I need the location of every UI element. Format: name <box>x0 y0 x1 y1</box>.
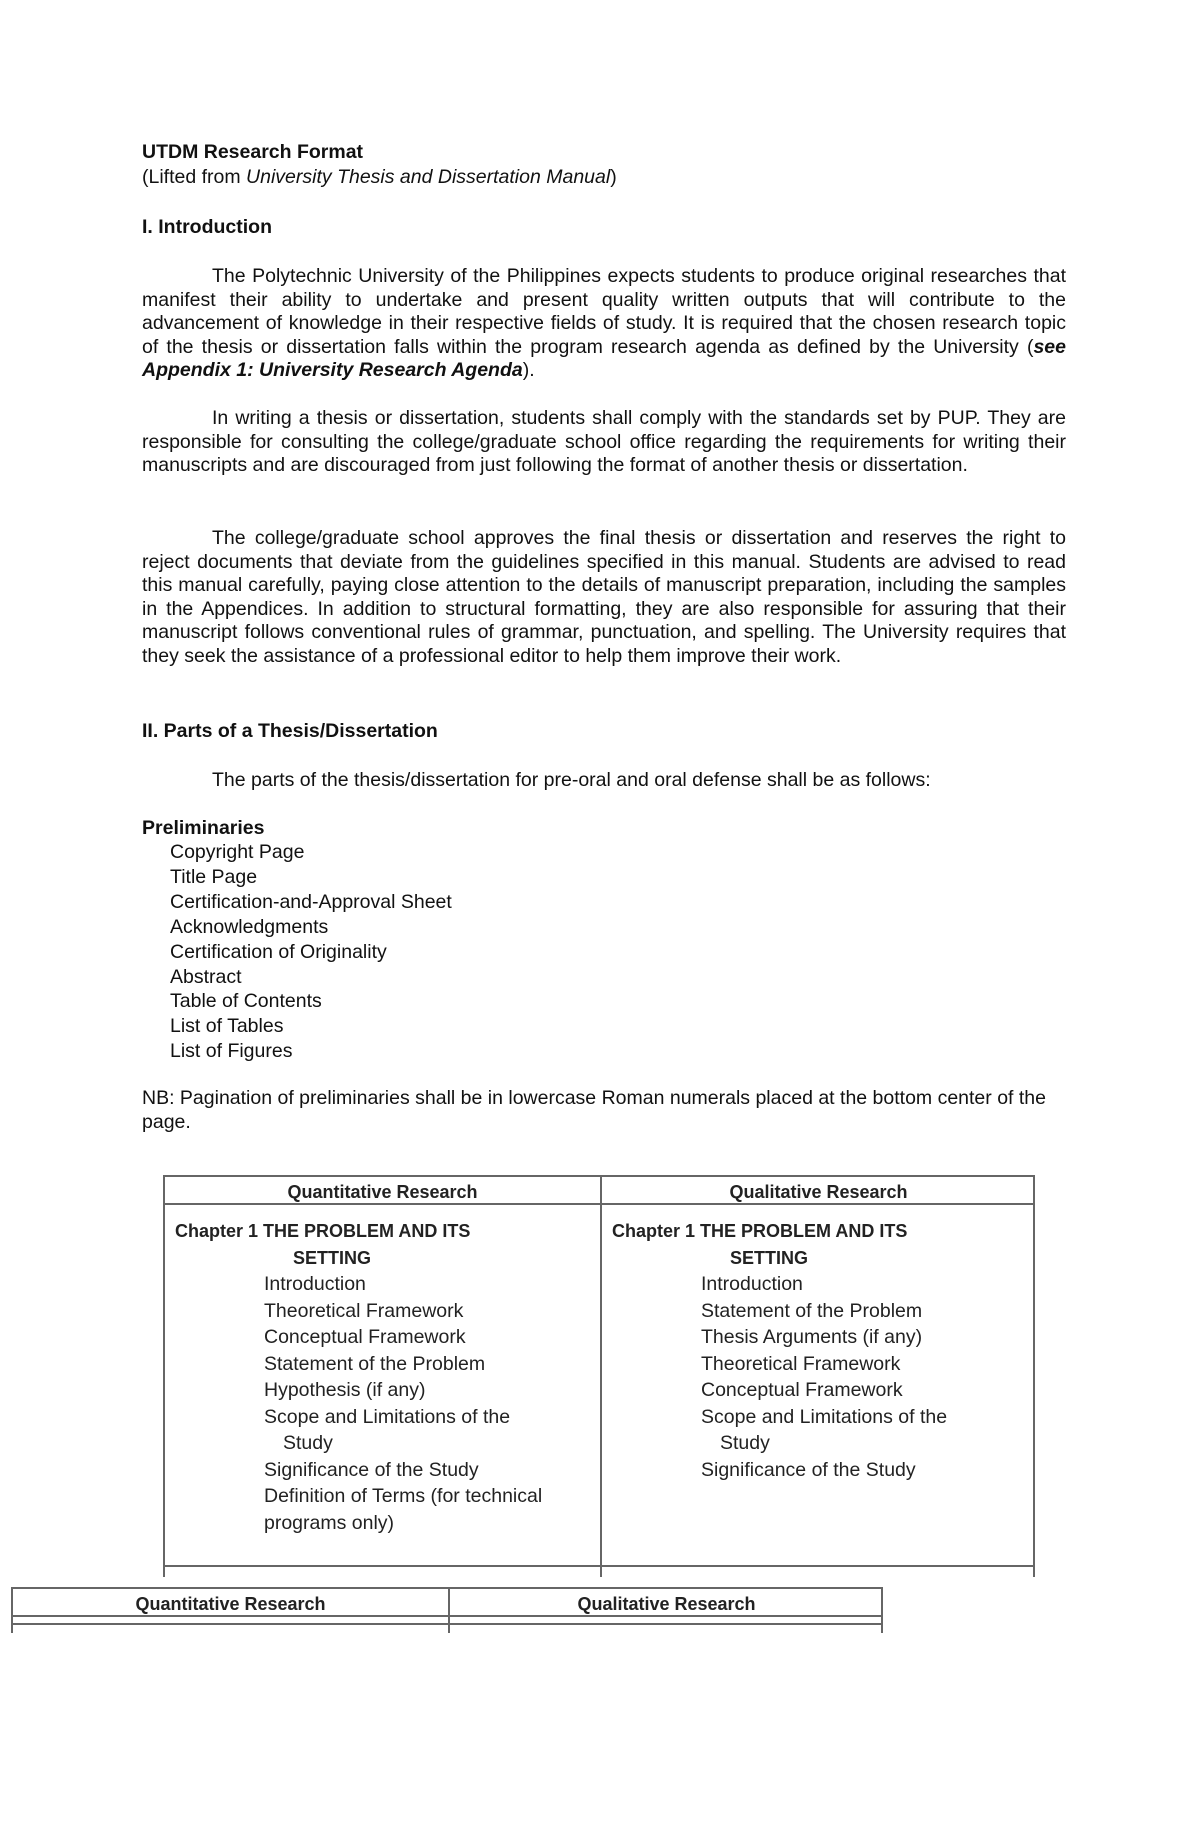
intro-heading: I. Introduction <box>142 216 272 238</box>
preliminaries-heading: Preliminaries <box>142 817 265 839</box>
table-row-divider <box>165 1565 1033 1567</box>
intro-p1-end: ). <box>522 359 535 381</box>
list-item: List of Tables <box>170 1015 284 1038</box>
quantitative-header: Quantitative Research <box>165 1177 600 1205</box>
intro-paragraph-2: In writing a thesis or dissertation, students shall comply with the standards set by PUP. They are responsible for consulting the college/graduate school office regarding the requirements for writing their manuscripts and are discouraged from just following the format of another thesis or dissertation. <box>142 407 1066 476</box>
qualitative-items <box>602 1271 1035 1483</box>
list-item: Introduction <box>264 1273 366 1295</box>
qualitative-column <box>600 1177 1035 1577</box>
list-item: programs only) <box>264 1511 395 1534</box>
list-item: Certification of Originality <box>170 940 387 963</box>
pagination-note: NB: Pagination of preliminaries shall be in lowercase Roman numerals placed at the bottom center of the page. <box>142 1087 1046 1133</box>
qualitative-header: Qualitative Research <box>450 1589 883 1617</box>
chapter-title-line: Chapter 1 THE PROBLEM AND ITS <box>175 1221 471 1241</box>
qualitative-chapter-title <box>612 1218 1035 1271</box>
chapter-title-line: SETTING <box>730 1247 809 1268</box>
subtitle-prefix: (Lifted from <box>142 166 247 188</box>
preliminaries-list <box>170 840 452 1064</box>
list-item: Statement of the Problem <box>701 1299 923 1322</box>
list-item: Conceptual Framework <box>264 1326 466 1348</box>
table-row-divider <box>13 1623 881 1625</box>
list-item: List of Figures <box>170 1040 293 1063</box>
list-item: Conceptual Framework <box>701 1379 903 1401</box>
quantitative-header: Quantitative Research <box>13 1589 448 1617</box>
list-item: Title Page <box>170 865 258 888</box>
chapter-title-line: Chapter 1 THE PROBLEM AND ITS <box>612 1221 908 1241</box>
quantitative-column <box>13 1589 448 1633</box>
list-item: Certification-and-Approval Sheet <box>170 890 452 913</box>
quantitative-items <box>165 1271 600 1536</box>
list-item: Abstract <box>170 965 242 988</box>
list-item: Thesis Arguments (if any) <box>701 1326 923 1348</box>
chapter-title-line: SETTING <box>293 1247 372 1268</box>
list-item: Definition of Terms (for technical <box>264 1485 543 1507</box>
list-item: Scope and Limitations of the Study <box>701 1405 948 1454</box>
intro-p1-text: The Polytechnic University of the Philippines expects students to produce original researches that manifest their ability to undertake and present quality written outputs that will contribute to the advancement of knowledge in their respective fields of study. It is required that the chosen research topic of the thesis or dissertation falls within the program research agenda as defined by the University ( <box>142 265 1066 358</box>
list-item: Hypothesis (if any) <box>264 1379 426 1401</box>
list-item: Significance of the Study <box>701 1458 916 1481</box>
list-item: Significance of the Study <box>264 1458 479 1481</box>
list-item: Introduction <box>701 1273 803 1295</box>
qualitative-column <box>448 1589 883 1633</box>
appendix-reference: see Appendix 1: University Research Agenda <box>142 335 1066 381</box>
list-item: Acknowledgments <box>170 915 329 938</box>
list-item: Copyright Page <box>170 841 305 863</box>
subtitle-manual-name: University Thesis and Dissertation Manual <box>246 166 611 188</box>
list-item: Table of Contents <box>170 990 322 1013</box>
document-subtitle <box>142 166 1066 190</box>
qualitative-header: Qualitative Research <box>602 1177 1035 1205</box>
parts-paragraph: The parts of the thesis/dissertation for pre-oral and oral defense shall be as follows: <box>212 769 931 791</box>
parts-heading: II. Parts of a Thesis/Dissertation <box>142 720 438 742</box>
list-item: Theoretical Framework <box>701 1352 901 1375</box>
list-item: Theoretical Framework <box>264 1299 464 1322</box>
intro-paragraph-1 <box>142 265 1066 383</box>
quantitative-column <box>165 1177 600 1577</box>
list-item: Scope and Limitations of the Study <box>264 1405 511 1454</box>
research-parts-table <box>163 1175 1035 1577</box>
research-parts-table-continued <box>11 1587 883 1633</box>
quantitative-chapter-title <box>175 1218 600 1271</box>
document-title: UTDM Research Format <box>142 141 364 163</box>
list-item: Statement of the Problem <box>264 1352 486 1375</box>
intro-paragraph-3: The college/graduate school approves the final thesis or dissertation and reserves the right to reject documents that deviate from the guidelines specified in this manual. Students are advised to read this manual carefully, paying close attention to the details of manuscript preparation, including the samples in the Appendices. In addition to structural formatting, they are also responsible for assuring that their manuscript follows conventional rules of grammar, punctuation, and spelling. The University requires that they seek the assistance of a professional editor to help them improve their work. <box>142 527 1066 667</box>
subtitle-suffix: ) <box>610 166 617 188</box>
